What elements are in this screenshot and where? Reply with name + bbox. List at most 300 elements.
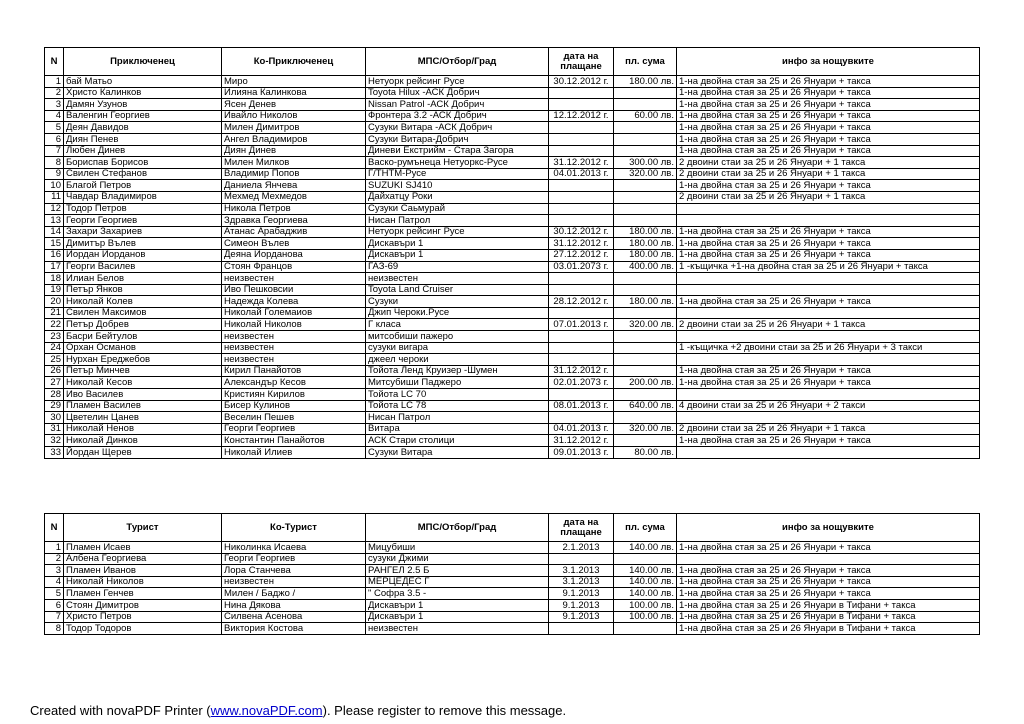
cell-name: Петър Янков — [64, 284, 222, 296]
cell-vehicle: Дискавъри 1 — [366, 249, 549, 261]
cell-co-name: Александър Кесов — [222, 377, 366, 389]
cell-date: 07.01.2013 г. — [549, 319, 614, 331]
cell-vehicle: Г класа — [366, 319, 549, 331]
cell-amount — [614, 284, 677, 296]
cell-amount: 140.00 лв. — [614, 542, 677, 554]
cell-co-name: неизвестен — [222, 576, 366, 588]
cell-info: 2 двоини стаи за 25 и 26 Януари + 1 такса — [677, 157, 980, 169]
cell-info — [677, 354, 980, 366]
row-number: 1 — [45, 542, 64, 554]
cell-name: Бориспав Борисов — [64, 157, 222, 169]
cell-vehicle: неизвестен — [366, 623, 549, 635]
cell-name: Свилен Максимов — [64, 307, 222, 319]
cell-amount: 60.00 лв. — [614, 110, 677, 122]
row-number: 3 — [45, 99, 64, 111]
cell-name: Деян Давидов — [64, 122, 222, 134]
cell-co-name: неизвестен — [222, 354, 366, 366]
cell-amount — [614, 553, 677, 565]
row-number: 21 — [45, 307, 64, 319]
cell-date — [549, 307, 614, 319]
cell-amount — [614, 307, 677, 319]
cell-vehicle: Toyota Land Cruiser — [366, 284, 549, 296]
cell-amount: 300.00 лв. — [614, 157, 677, 169]
cell-vehicle: сузуки вигара — [366, 342, 549, 354]
cell-date — [549, 145, 614, 157]
cell-date: 31.12.2012 г. — [549, 238, 614, 250]
cell-co-name: Деяна Йорданова — [222, 249, 366, 261]
row-number: 18 — [45, 273, 64, 285]
row-number: 4 — [45, 576, 64, 588]
row-number: 3 — [45, 565, 64, 577]
cell-name: Стоян Димитров — [64, 599, 222, 611]
cell-vehicle: Мицубиши — [366, 542, 549, 554]
table-row — [45, 623, 980, 635]
table-row — [45, 76, 980, 88]
cell-date — [549, 412, 614, 424]
cell-amount: 180.00 лв. — [614, 296, 677, 308]
row-number: 5 — [45, 122, 64, 134]
cell-co-name: Милен Димитров — [222, 122, 366, 134]
col-header-n: N — [45, 48, 64, 76]
cell-vehicle: джеел чероки — [366, 354, 549, 366]
cell-info — [677, 412, 980, 424]
table-row — [45, 342, 980, 354]
cell-info: 1-на двойна стая за 25 и 26 Януари в Тифани + такса — [677, 623, 980, 635]
row-number: 13 — [45, 215, 64, 227]
participants-table — [44, 47, 980, 459]
table-row — [45, 273, 980, 285]
table-row — [45, 412, 980, 424]
cell-info: 2 двоини стаи за 25 и 26 Януари + 1 такса — [677, 191, 980, 203]
cell-info: 2 двоини стаи за 25 и 26 Януари + 1 такса — [677, 168, 980, 180]
cell-vehicle: SUZUKI SJ410 — [366, 180, 549, 192]
cell-name: Басри Бейтулов — [64, 331, 222, 343]
cell-date: 28.12.2012 г. — [549, 296, 614, 308]
cell-date — [549, 354, 614, 366]
cell-co-name: Георги Георгиев — [222, 553, 366, 565]
cell-vehicle: неизвестен — [366, 273, 549, 285]
cell-info: 1-на двойна стая за 25 и 26 Януари + такса — [677, 249, 980, 261]
table-row — [45, 145, 980, 157]
cell-amount — [614, 273, 677, 285]
cell-date — [549, 191, 614, 203]
row-number: 8 — [45, 623, 64, 635]
table-row — [45, 226, 980, 238]
row-number: 29 — [45, 400, 64, 412]
col-header-amount: пл. сума — [614, 514, 677, 542]
cell-name: Пламен Генчев — [64, 588, 222, 600]
table-row — [45, 331, 980, 343]
col-header-amount: пл. сума — [614, 48, 677, 76]
tourists-table — [44, 513, 980, 635]
cell-date — [549, 284, 614, 296]
cell-amount — [614, 145, 677, 157]
cell-date: 31.12.2012 г. — [549, 157, 614, 169]
cell-date — [549, 342, 614, 354]
cell-amount — [614, 389, 677, 401]
cell-name: Орхан Османов — [64, 342, 222, 354]
cell-amount: 180.00 лв. — [614, 76, 677, 88]
row-number: 7 — [45, 611, 64, 623]
cell-name: Валенгин Георгиев — [64, 110, 222, 122]
cell-co-name: Виктория Костова — [222, 623, 366, 635]
cell-name: Петър Минчев — [64, 365, 222, 377]
cell-info: 1-на двойна стая за 25 и 26 Януари в Тифани + такса — [677, 611, 980, 623]
cell-co-name: Ясен Денев — [222, 99, 366, 111]
cell-amount: 140.00 лв. — [614, 565, 677, 577]
col-header-tourist: Турист — [64, 514, 222, 542]
table-row — [45, 307, 980, 319]
cell-co-name: Николай Големаиов — [222, 307, 366, 319]
cell-co-name: Георги Георгиев — [222, 423, 366, 435]
table-row — [45, 319, 980, 331]
cell-name: Илиан Белов — [64, 273, 222, 285]
cell-name: Пламен Исаев — [64, 542, 222, 554]
cell-amount — [614, 87, 677, 99]
cell-amount — [614, 180, 677, 192]
cell-amount: 100.00 лв. — [614, 611, 677, 623]
cell-name: Свилен Стефанов — [64, 168, 222, 180]
cell-date: 9.1.2013 — [549, 599, 614, 611]
table-row — [45, 377, 980, 389]
cell-info — [677, 273, 980, 285]
table-row — [45, 435, 980, 447]
cell-date — [549, 389, 614, 401]
footer-link[interactable]: www.novaPDF.com — [210, 703, 323, 718]
cell-name: Георги Георгиев — [64, 215, 222, 227]
footer-suffix: ). Please register to remove this message. — [322, 703, 567, 718]
table-row — [45, 447, 980, 459]
cell-date — [549, 87, 614, 99]
cell-amount: 140.00 лв. — [614, 576, 677, 588]
table-row — [45, 565, 980, 577]
cell-date — [549, 133, 614, 145]
cell-info — [677, 284, 980, 296]
cell-date — [549, 180, 614, 192]
cell-vehicle: Васко-румънеца Нетуоркс-Русе — [366, 157, 549, 169]
cell-date: 04.01.2013 г. — [549, 423, 614, 435]
cell-date: 9.1.2013 — [549, 611, 614, 623]
cell-co-name: Николинка Исаева — [222, 542, 366, 554]
row-number: 8 — [45, 157, 64, 169]
cell-name: Николай Колев — [64, 296, 222, 308]
cell-name: Николай Николов — [64, 576, 222, 588]
cell-date: 9.1.2013 — [549, 588, 614, 600]
cell-info: 1-на двойна стая за 25 и 26 Януари + такса — [677, 565, 980, 577]
cell-vehicle: Г/ТНТМ-Русе — [366, 168, 549, 180]
cell-vehicle: Сузуки Саьмурай — [366, 203, 549, 215]
table-row — [45, 553, 980, 565]
row-number: 9 — [45, 168, 64, 180]
cell-vehicle: сузуки Джими — [366, 553, 549, 565]
cell-info: 1-на двойна стая за 25 и 26 Януари + такса — [677, 377, 980, 389]
pdf-watermark-footer — [30, 703, 566, 718]
cell-amount: 200.00 лв. — [614, 377, 677, 389]
col-header-participant: Приключенец — [64, 48, 222, 76]
row-number: 33 — [45, 447, 64, 459]
cell-co-name: Милен / Баджо / — [222, 588, 366, 600]
cell-vehicle: Дискавъри 1 — [366, 599, 549, 611]
cell-name: Димитър Вълев — [64, 238, 222, 250]
cell-name: Георги Василев — [64, 261, 222, 273]
cell-name: Нурхан Ереджебов — [64, 354, 222, 366]
row-number: 20 — [45, 296, 64, 308]
cell-date — [549, 273, 614, 285]
table-row — [45, 180, 980, 192]
cell-vehicle: Тойота LC 78 — [366, 400, 549, 412]
cell-co-name: Атанас Арабаджив — [222, 226, 366, 238]
cell-amount — [614, 191, 677, 203]
cell-name: Петър Добрев — [64, 319, 222, 331]
cell-co-name: Нина Дякова — [222, 599, 366, 611]
cell-date — [549, 203, 614, 215]
cell-name: Йордан Щерев — [64, 447, 222, 459]
cell-vehicle: Диневи Екстрийм - Стара Загора — [366, 145, 549, 157]
table-row — [45, 576, 980, 588]
cell-vehicle: Нетуорк рейсинг Русе — [366, 76, 549, 88]
cell-vehicle: Дайхатцу Роки — [366, 191, 549, 203]
cell-vehicle: Toyota Hilux -АСК Добрич — [366, 87, 549, 99]
col-header-payment-date: дата на плащане — [549, 514, 614, 542]
cell-date: 27.12.2012 г. — [549, 249, 614, 261]
cell-co-name: Симеон Вълев — [222, 238, 366, 250]
row-number: 24 — [45, 342, 64, 354]
cell-co-name: неизвестен — [222, 273, 366, 285]
cell-co-name: Никола Петров — [222, 203, 366, 215]
cell-vehicle: Дискавъри 1 — [366, 611, 549, 623]
cell-info: 1-на двойна стая за 25 и 26 Януари + такса — [677, 110, 980, 122]
table-row — [45, 215, 980, 227]
cell-name: Албена Георгиева — [64, 553, 222, 565]
cell-date — [549, 122, 614, 134]
cell-co-name: Даниела Янчева — [222, 180, 366, 192]
row-number: 6 — [45, 599, 64, 611]
cell-info: 2 двоини стаи за 25 и 26 Януари + 1 такса — [677, 423, 980, 435]
row-number: 15 — [45, 238, 64, 250]
table-row — [45, 87, 980, 99]
cell-amount: 320.00 лв. — [614, 319, 677, 331]
cell-info — [677, 553, 980, 565]
cell-info — [677, 215, 980, 227]
cell-vehicle: Сузуки — [366, 296, 549, 308]
cell-date: 30.12.2012 г. — [549, 76, 614, 88]
cell-co-name: Здравка Георгиева — [222, 215, 366, 227]
cell-date: 08.01.2013 г. — [549, 400, 614, 412]
row-number: 27 — [45, 377, 64, 389]
row-number: 6 — [45, 133, 64, 145]
cell-vehicle: Фронтера 3.2 -АСК Добрич — [366, 110, 549, 122]
cell-name: Благой Петров — [64, 180, 222, 192]
cell-co-name: Диян Динев — [222, 145, 366, 157]
row-number: 4 — [45, 110, 64, 122]
cell-co-name: Миро — [222, 76, 366, 88]
cell-vehicle: РАНГЕЛ 2.5 Б — [366, 565, 549, 577]
cell-name: Николай Ненов — [64, 423, 222, 435]
cell-info — [677, 389, 980, 401]
table-row — [45, 157, 980, 169]
cell-date: 31.12.2012 г. — [549, 435, 614, 447]
table-row — [45, 389, 980, 401]
table-row — [45, 261, 980, 273]
cell-date: 31.12.2012 г. — [549, 365, 614, 377]
cell-vehicle: Нисан Патрол — [366, 215, 549, 227]
cell-co-name: Бисер Кулинов — [222, 400, 366, 412]
table-header-row — [45, 48, 980, 76]
row-number: 7 — [45, 145, 64, 157]
cell-vehicle: Сузуки Витара-Добрич — [366, 133, 549, 145]
cell-name: Цветелин Цанев — [64, 412, 222, 424]
cell-date: 09.01.2013 г. — [549, 447, 614, 459]
cell-name: Чавдар Владимиров — [64, 191, 222, 203]
cell-info: 1-на двойна стая за 25 и 26 Януари + такса — [677, 122, 980, 134]
cell-co-name: Надежда Колева — [222, 296, 366, 308]
cell-amount — [614, 99, 677, 111]
cell-date — [549, 553, 614, 565]
table-row — [45, 191, 980, 203]
cell-date: 3.1.2013 — [549, 565, 614, 577]
row-number: 30 — [45, 412, 64, 424]
cell-info: 1-на двойна стая за 25 и 26 Януари + такса — [677, 226, 980, 238]
cell-amount — [614, 354, 677, 366]
row-number: 28 — [45, 389, 64, 401]
cell-co-name: Ивайло Николов — [222, 110, 366, 122]
cell-date: 12.12.2012 г. — [549, 110, 614, 122]
cell-vehicle: Нисан Патрол — [366, 412, 549, 424]
col-header-accommodation-info: инфо за нощувките — [677, 48, 980, 76]
cell-vehicle: Nissan Patrol -АСК Добрич — [366, 99, 549, 111]
cell-name: Тодор Петров — [64, 203, 222, 215]
cell-amount — [614, 331, 677, 343]
cell-amount: 140.00 лв. — [614, 588, 677, 600]
table-row — [45, 249, 980, 261]
cell-co-name: Константин Панайотов — [222, 435, 366, 447]
row-number: 11 — [45, 191, 64, 203]
cell-co-name: Лора Станчева — [222, 565, 366, 577]
cell-name: Иво Василев — [64, 389, 222, 401]
cell-amount: 180.00 лв. — [614, 238, 677, 250]
cell-info: 1-на двойна стая за 25 и 26 Януари + такса — [677, 576, 980, 588]
col-header-co-tourist: Ко-Турист — [222, 514, 366, 542]
cell-info — [677, 331, 980, 343]
cell-vehicle: Сузуки Витара -АСК Добрич — [366, 122, 549, 134]
cell-info: 1 -къщичка +2 двоини стаи за 25 и 26 Януари + 3 такси — [677, 342, 980, 354]
row-number: 19 — [45, 284, 64, 296]
cell-co-name: Милен Милков — [222, 157, 366, 169]
cell-co-name: Николай Николов — [222, 319, 366, 331]
cell-co-name: неизвестен — [222, 331, 366, 343]
cell-co-name: Веселин Пешев — [222, 412, 366, 424]
row-number: 25 — [45, 354, 64, 366]
cell-amount — [614, 435, 677, 447]
col-header-accommodation-info: инфо за нощувките — [677, 514, 980, 542]
cell-amount — [614, 623, 677, 635]
cell-co-name: Кристиян Кирилов — [222, 389, 366, 401]
cell-vehicle: Нетуорк рейсинг Русе — [366, 226, 549, 238]
cell-date: 02.01.2073 г. — [549, 377, 614, 389]
cell-date — [549, 623, 614, 635]
cell-info: 1-на двойна стая за 25 и 26 Януари + такса — [677, 99, 980, 111]
cell-name: Диян Пенев — [64, 133, 222, 145]
col-header-payment-date: дата на плащане — [549, 48, 614, 76]
table-row — [45, 354, 980, 366]
cell-amount — [614, 203, 677, 215]
table-row — [45, 284, 980, 296]
row-number: 14 — [45, 226, 64, 238]
cell-vehicle: Тойота LC 70 — [366, 389, 549, 401]
row-number: 2 — [45, 553, 64, 565]
cell-co-name: Стоян Францов — [222, 261, 366, 273]
table-row — [45, 133, 980, 145]
cell-co-name: Иво Пешковсии — [222, 284, 366, 296]
cell-amount: 640.00 лв. — [614, 400, 677, 412]
cell-amount — [614, 412, 677, 424]
cell-info: 1-на двойна стая за 25 и 26 Януари + такса — [677, 435, 980, 447]
cell-amount: 180.00 лв. — [614, 249, 677, 261]
cell-name: Николай Кесов — [64, 377, 222, 389]
table-row — [45, 168, 980, 180]
cell-date — [549, 331, 614, 343]
table-row — [45, 122, 980, 134]
cell-amount: 320.00 лв. — [614, 423, 677, 435]
cell-vehicle: Митсубиши Паджеро — [366, 377, 549, 389]
cell-amount: 320.00 лв. — [614, 168, 677, 180]
cell-info — [677, 447, 980, 459]
cell-info: 2 двоини стаи за 25 и 26 Януари + 1 такса — [677, 319, 980, 331]
cell-amount — [614, 365, 677, 377]
table-row — [45, 588, 980, 600]
cell-info: 1-на двойна стая за 25 и 26 Януари + такса — [677, 542, 980, 554]
cell-co-name: Кирил Панайотов — [222, 365, 366, 377]
cell-vehicle: Джип Чероки.Русе — [366, 307, 549, 319]
cell-amount — [614, 122, 677, 134]
cell-co-name: Николай Илиев — [222, 447, 366, 459]
cell-info: 1-на двойна стая за 25 и 26 Януари + такса — [677, 180, 980, 192]
cell-name: Любен Динев — [64, 145, 222, 157]
cell-vehicle: " Софра 3.5 - — [366, 588, 549, 600]
cell-date: 2.1.2013 — [549, 542, 614, 554]
row-number: 17 — [45, 261, 64, 273]
cell-vehicle: Витара — [366, 423, 549, 435]
cell-vehicle: ГАЗ-69 — [366, 261, 549, 273]
cell-amount — [614, 342, 677, 354]
row-number: 10 — [45, 180, 64, 192]
cell-co-name: неизвестен — [222, 342, 366, 354]
row-number: 2 — [45, 87, 64, 99]
cell-vehicle: Сузуки Витара — [366, 447, 549, 459]
table-header-row — [45, 514, 980, 542]
cell-co-name: Силвена Асенова — [222, 611, 366, 623]
cell-date: 30.12.2012 г. — [549, 226, 614, 238]
cell-date: 04.01.2013 г. — [549, 168, 614, 180]
col-header-vehicle-team-city: МПС/Отбор/Град — [366, 514, 549, 542]
table-row — [45, 238, 980, 250]
cell-amount — [614, 133, 677, 145]
cell-vehicle: Дискавъри 1 — [366, 238, 549, 250]
table-row — [45, 365, 980, 377]
cell-name: Христо Петров — [64, 611, 222, 623]
cell-date — [549, 99, 614, 111]
cell-date: 3.1.2013 — [549, 576, 614, 588]
cell-amount: 100.00 лв. — [614, 599, 677, 611]
row-number: 16 — [45, 249, 64, 261]
cell-co-name: Ангел Владимиров — [222, 133, 366, 145]
cell-amount: 80.00 лв. — [614, 447, 677, 459]
table-row — [45, 423, 980, 435]
row-number: 12 — [45, 203, 64, 215]
col-header-n: N — [45, 514, 64, 542]
table-row — [45, 542, 980, 554]
cell-vehicle: МЕРЦЕДЕС Г — [366, 576, 549, 588]
